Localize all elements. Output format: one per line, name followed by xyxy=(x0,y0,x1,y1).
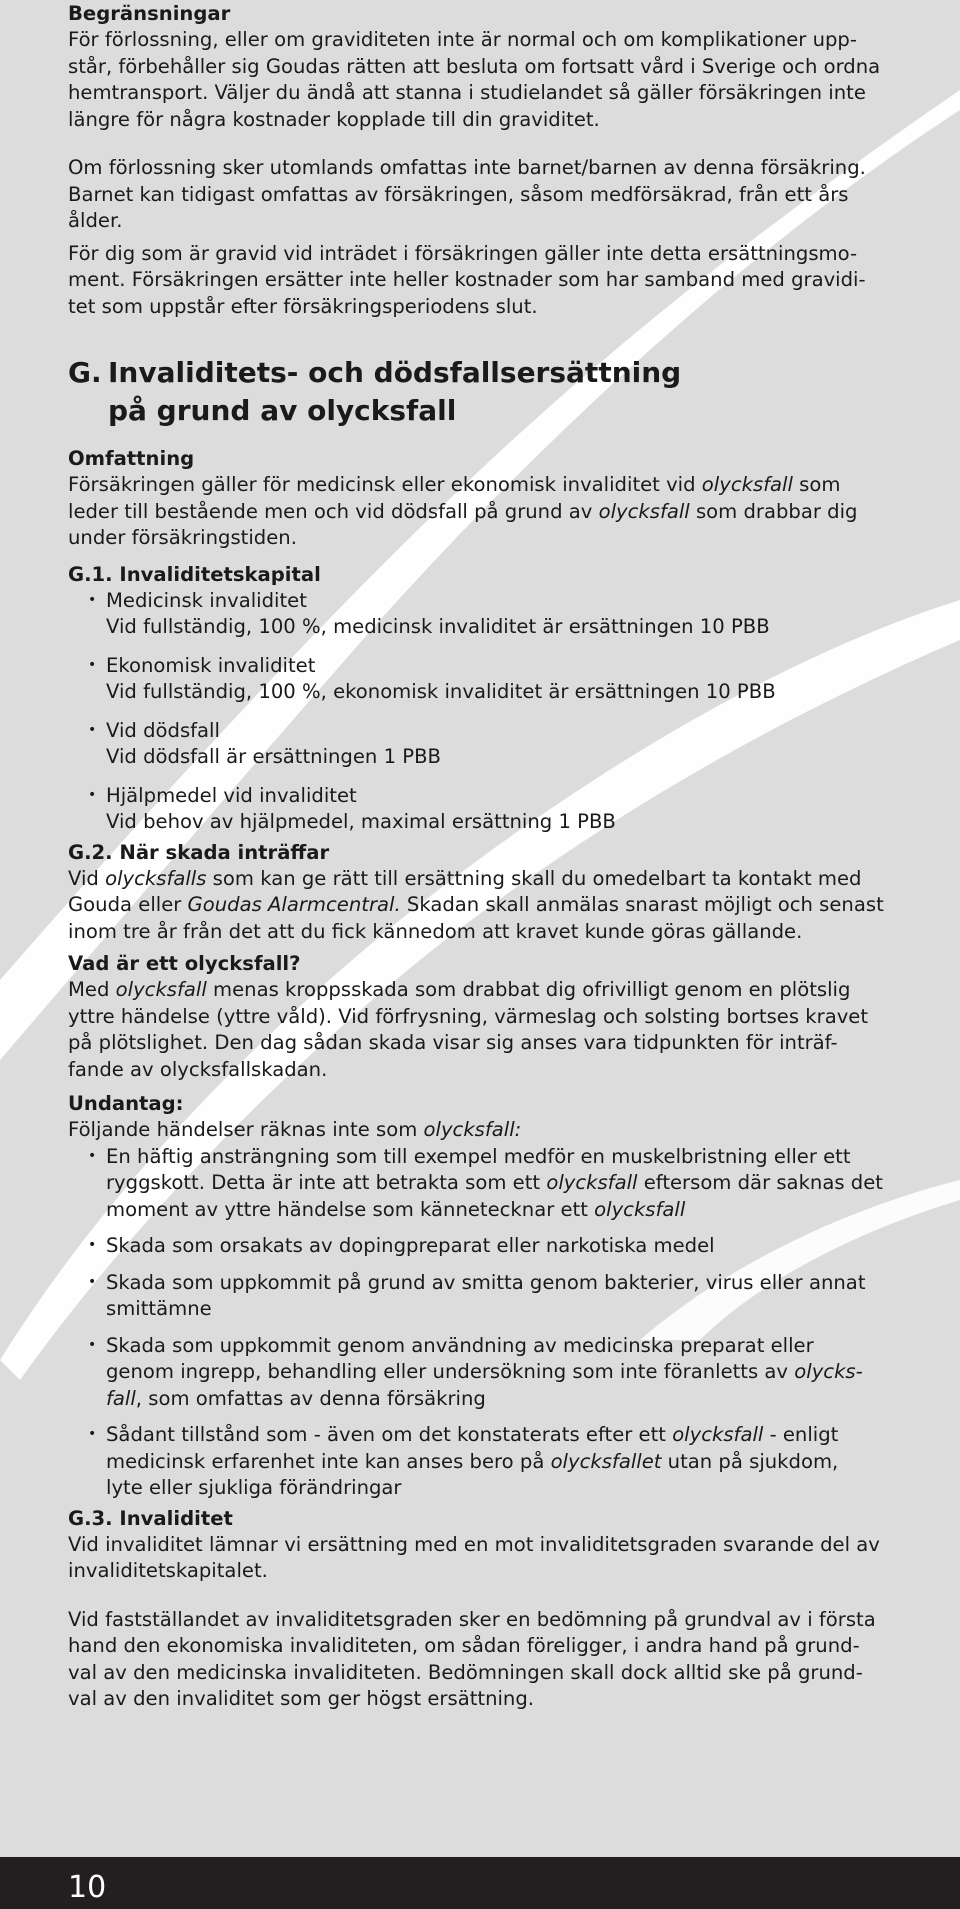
exceptions-intro: Följande händelser räknas inte som olycksfall: xyxy=(68,1118,522,1141)
accident-line: fande av olycksfallskadan. xyxy=(68,1057,328,1081)
limitations-line: står, förbehåller sig Goudas rätten att besluta om fortsatt vård i Sverige och ordna xyxy=(68,54,881,78)
g2-line: Vid olycksfalls som kan ge rätt till ersättning skall du omedelbart ta kontakt med xyxy=(68,866,862,890)
g3-line: Vid fastställandet av invaliditetsgraden sker en bedömning på grundval av i första xyxy=(68,1607,876,1631)
list-item: • Vid dödsfall Vid dödsfall är ersättningen 1 PBB xyxy=(68,718,908,771)
g2-line: Gouda eller Goudas Alarmcentral. Skadan skall anmälas snarast möjligt och senast xyxy=(68,893,884,916)
chapter-title-line: Invaliditets- och dödsfallsersättning xyxy=(108,356,682,389)
g2-heading: G.2. När skada inträffar xyxy=(68,840,330,864)
g3-line: val av den invaliditet som ger högst ersättning. xyxy=(68,1687,535,1710)
list-item: • Ekonomisk invaliditet Vid fullständig, 100 %, ekonomisk invaliditet är ersättningen 10 PBB xyxy=(68,653,908,706)
pregnancy-line: För dig som är gravid vid inträdet i försäkringen gäller inte detta ersättningsmo- xyxy=(68,241,858,265)
list-item: • Hjälpmedel vid invaliditet Vid behov av hjälpmedel, maximal ersättning 1 PBB xyxy=(68,783,908,836)
list-item: • Skada som uppkommit genom användning av medicinska preparat eller genom ingrepp, behandling eller undersökning som inte föranletts av olycks- fall, som omfattas av denna försäkring xyxy=(68,1333,908,1413)
limitations-line: längre för några kostnader kopplade till din graviditet. xyxy=(68,107,600,131)
list-item: • En häftig ansträngning som till exempel medför en muskelbristning eller ett ryggskott. Detta är inte att betrakta som ett olycksfall eftersom där saknas det moment av yttre händelse som kännetecknar ett olycksfall xyxy=(68,1144,908,1224)
scope-line: under försäkringstiden. xyxy=(68,526,297,549)
accident-line: yttre händelse (yttre våld). Vid förfrysning, värmeslag och solsting bortses kravet xyxy=(68,1004,869,1028)
g3-line: Vid invaliditet lämnar vi ersättning med en mot invaliditetsgraden svarande del av xyxy=(68,1532,880,1556)
scope-line: Försäkringen gäller för medicinsk eller ekonomisk invaliditet vid olycksfall som xyxy=(68,473,841,496)
g1-list xyxy=(68,588,908,836)
page-number: 10 xyxy=(68,1870,107,1905)
accident-line: Med olycksfall menas kroppsskada som drabbat dig ofrivilligt genom en plötslig xyxy=(68,978,851,1001)
pregnancy-line: tet som uppstår efter försäkringsperiodens slut. xyxy=(68,294,538,318)
childbirth-line: Om förlossning sker utomlands omfattas inte barnet/barnen av denna försäkring. xyxy=(68,156,866,179)
chapter-letter: G. xyxy=(68,356,102,389)
chapter-title-line: på grund av olycksfall xyxy=(108,394,457,427)
footer-bar xyxy=(0,1857,960,1909)
list-item: • Medicinsk invaliditet Vid fullständig, 100 %, medicinsk invaliditet är ersättningen 10 PBB xyxy=(68,588,908,641)
g3-line: val av den medicinska invaliditeten. Bedömningen skall dock alltid ske på grund- xyxy=(68,1660,863,1684)
accident-heading: Vad är ett olycksfall? xyxy=(68,952,301,975)
limitations-heading: Begränsningar xyxy=(68,2,231,25)
list-item: • Skada som uppkommit på grund av smitta genom bakterier, virus eller annat smittämne xyxy=(68,1270,908,1323)
list-item: • Skada som orsakats av dopingpreparat eller narkotiska medel xyxy=(68,1233,908,1260)
accident-line: på plötslighet. Den dag sådan skada visar sig anses vara tidpunkten för inträf- xyxy=(68,1031,838,1054)
g3-line: hand den ekonomiska invaliditeten, om sådan föreligger, i andra hand på grund- xyxy=(68,1634,860,1657)
g3-heading: G.3. Invaliditet xyxy=(68,1506,233,1530)
exceptions-list xyxy=(68,1144,908,1502)
g2-line: inom tre år från det att du fick kännedom att kravet kunde göras gällande. xyxy=(68,919,803,943)
scope-line: leder till bestående men och vid dödsfall på grund av olycksfall som drabbar dig xyxy=(68,499,858,523)
childbirth-line: ålder. xyxy=(68,209,123,232)
g1-heading: G.1. Invaliditetskapital xyxy=(68,562,321,586)
pregnancy-line: ment. Försäkringen ersätter inte heller kostnader som har samband med gravidi- xyxy=(68,268,866,291)
chapter-heading xyxy=(68,354,908,430)
limitations-line: hemtransport. Väljer du ändå att stanna i studielandet så gäller försäkringen inte xyxy=(68,81,866,104)
g3-line: invaliditetskapitalet. xyxy=(68,1559,268,1582)
page-content xyxy=(68,0,908,1713)
list-item: • Sådant tillstånd som - även om det konstaterats efter ett olycksfall - enligt medicinsk erfarenhet inte kan anses bero på olycksfallet utan på sjukdom, lyte eller sjukliga förändringar xyxy=(68,1422,908,1502)
scope-heading: Omfattning xyxy=(68,447,195,470)
childbirth-line: Barnet kan tidigast omfattas av försäkringen, såsom medförsäkrad, från ett års xyxy=(68,182,849,206)
limitations-line: För förlossning, eller om graviditeten inte är normal och om komplikationer upp- xyxy=(68,28,857,51)
exceptions-heading: Undantag: xyxy=(68,1092,184,1115)
